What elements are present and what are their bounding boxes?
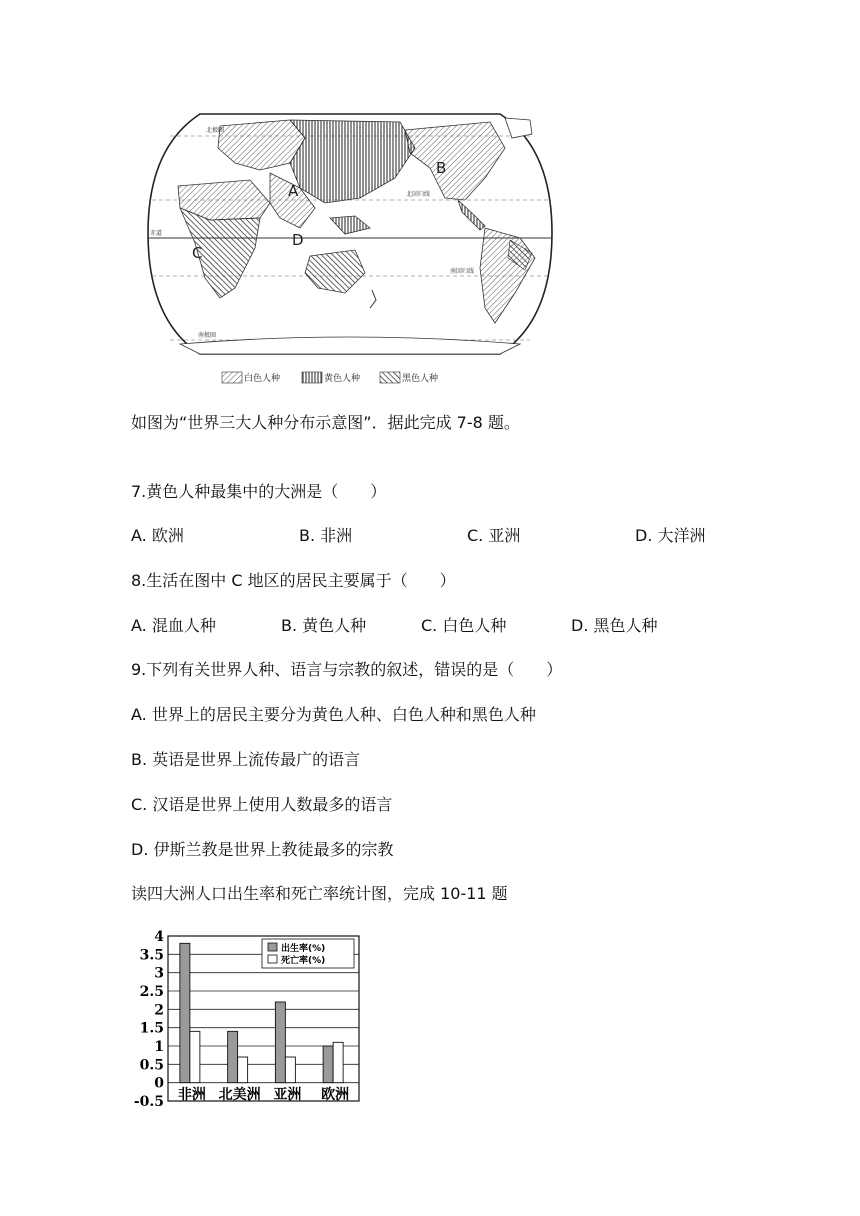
- world-race-distribution-map: [140, 108, 560, 392]
- legend-yellow-label: 黄色人种: [324, 374, 361, 384]
- question-7-option-c: C. 亚洲: [467, 526, 521, 545]
- legend-swatch-0: [268, 943, 277, 951]
- y-tick-label: -0.5: [133, 1094, 164, 1110]
- equator-label: 赤道: [150, 230, 163, 237]
- label-c: C: [192, 244, 203, 262]
- category-label: 亚洲: [273, 1087, 302, 1103]
- map-legend: [222, 372, 438, 384]
- y-tick-label: 4: [154, 929, 164, 945]
- question-8-option-b: B. 黄色人种: [281, 616, 367, 635]
- category-label: 北美洲: [218, 1087, 261, 1103]
- chart-intro-text: 读四大洲人口出生率和死亡率统计图，完成 10-11 题: [131, 884, 508, 903]
- y-tick-label: 1.5: [139, 1020, 164, 1037]
- north-circle-label: 北极圈: [206, 127, 225, 134]
- question-8-option-c: C. 白色人种: [421, 616, 507, 635]
- label-d: D: [292, 231, 304, 249]
- question-7-stem: 7.黄色人种最集中的大洲是（ ）: [131, 482, 387, 501]
- legend-black-swatch: [380, 372, 400, 383]
- question-8-option-d: D. 黑色人种: [571, 616, 658, 635]
- question-9-option-d: D. 伊斯兰教是世界上教徒最多的宗教: [131, 840, 394, 859]
- birth-death-rate-chart: [128, 926, 368, 1112]
- legend-swatch-1: [268, 955, 277, 963]
- bar-death-2: [285, 1057, 295, 1083]
- label-a: A: [288, 182, 299, 200]
- bar-birth-0: [180, 943, 190, 1082]
- y-tick-label: 2.5: [139, 984, 164, 1000]
- legend-black-label: 黑色人种: [402, 374, 439, 384]
- question-9-stem: 9.下列有关世界人种、语言与宗教的叙述，错误的是（ ）: [131, 660, 563, 679]
- y-tick-label: 1: [154, 1039, 164, 1055]
- y-tick-label: 0.5: [139, 1057, 164, 1074]
- y-tick-label: 0: [154, 1075, 164, 1092]
- legend-label-0: 出生率(%): [281, 944, 326, 954]
- bar-death-1: [238, 1057, 248, 1083]
- bar-birth-3: [323, 1046, 333, 1083]
- bar-birth-2: [275, 1002, 285, 1083]
- bar-birth-1: [228, 1031, 238, 1082]
- question-7-option-d: D. 大洋洲: [635, 526, 706, 545]
- tropic-capricorn-label: 南回归线: [450, 268, 475, 275]
- y-tick-label: 3.5: [139, 947, 164, 964]
- question-9-option-a: A. 世界上的居民主要分为黄色人种、白色人种和黑色人种: [131, 705, 536, 724]
- south-circle-label: 南极圈: [198, 332, 217, 339]
- question-8-option-a: A. 混血人种: [131, 616, 216, 635]
- bar-death-0: [190, 1031, 200, 1082]
- intro-text: 如图为“世界三大人种分布示意图”．据此完成 7-8 题。: [131, 413, 520, 432]
- category-label: 欧洲: [321, 1087, 350, 1103]
- question-9-option-c: C. 汉语是世界上使用人数最多的语言: [131, 795, 393, 814]
- bar-death-3: [333, 1042, 343, 1082]
- legend-label-1: 死亡率(%): [281, 956, 326, 966]
- legend-yellow-swatch: [302, 372, 322, 383]
- y-tick-label: 2: [154, 1002, 164, 1019]
- category-label: 非洲: [177, 1087, 206, 1103]
- question-7-option-b: B. 非洲: [299, 526, 353, 545]
- tropic-cancer-label: 北回归线: [406, 191, 431, 198]
- legend-white-swatch: [222, 372, 242, 383]
- legend-white-label: 白色人种: [244, 374, 281, 384]
- y-tick-label: 3: [154, 965, 164, 982]
- question-7-option-a: A. 欧洲: [131, 526, 184, 545]
- question-8-stem: 8.生活在图中 C 地区的居民主要属于（ ）: [131, 571, 456, 590]
- question-9-option-b: B. 英语是世界上流传最广的语言: [131, 750, 361, 769]
- label-b: B: [436, 159, 447, 177]
